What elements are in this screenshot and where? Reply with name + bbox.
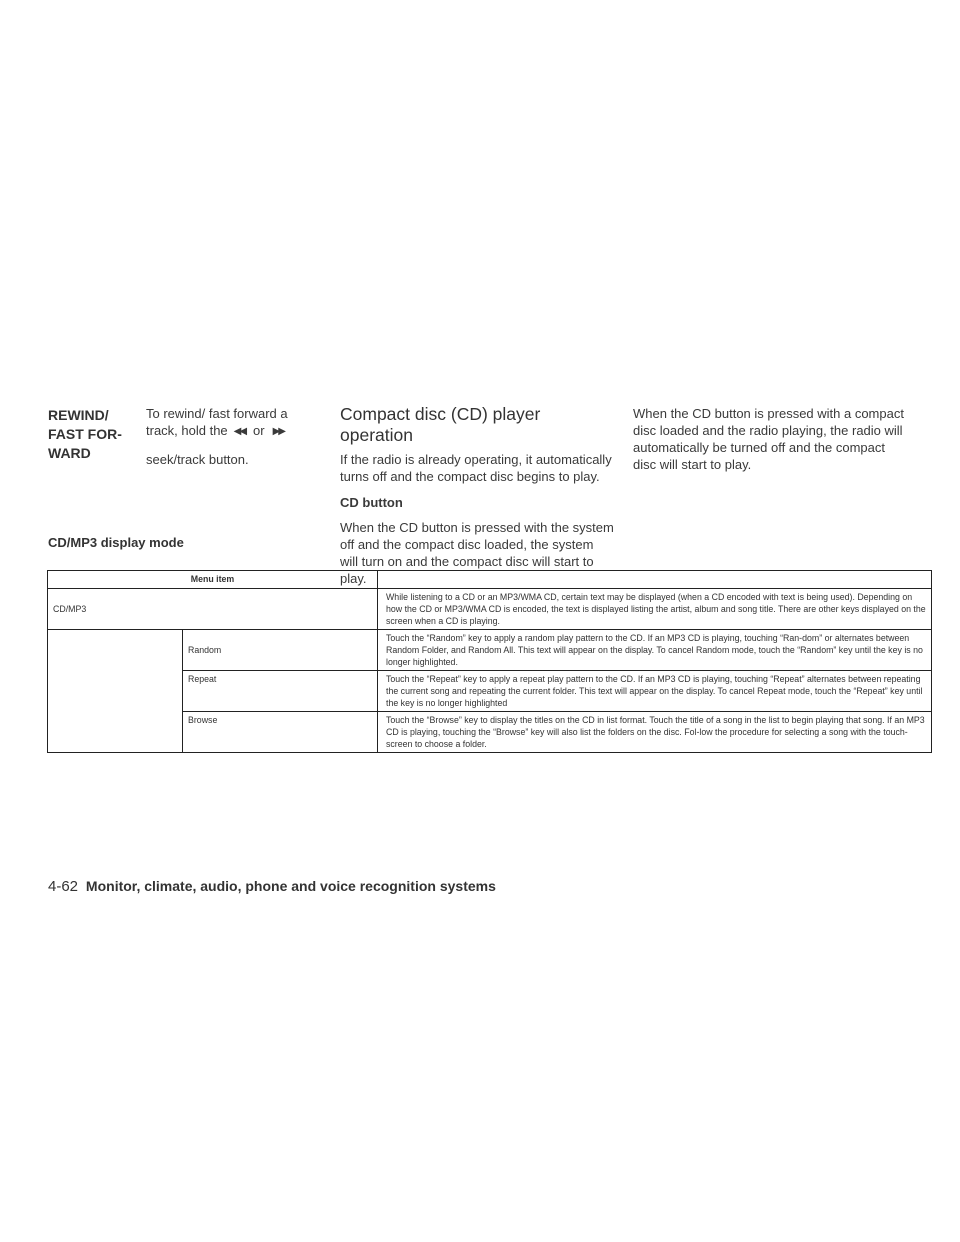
row-desc-random: Touch the “Random” key to apply a random play pattern to the CD. If an MP3 CD is playing, touching “Ran-dom” or alternates between Random Folder, and Random All. This text will appear on the display. To cancel Random mode, touch the “Random” key until the key is no longer highlighted. <box>378 630 932 671</box>
page-number: 4-62 <box>48 878 79 895</box>
row-sub-browse: Browse <box>183 712 378 753</box>
rewind-fast-forward-term <box>48 406 133 463</box>
cd-button-paragraph: When the CD button is pressed with the system off and the compact disc loaded, the system will turn on and the compact disc will start to play. <box>340 520 614 586</box>
row-sub-repeat: Repeat <box>183 671 378 712</box>
term-line-2: FAST FOR- <box>48 426 122 442</box>
header-blank <box>378 571 932 589</box>
row-desc-repeat: Touch the “Repeat” key to apply a repeat play pattern to the CD. If an MP3 CD is playing, touching “Repeat” alternates between repeating the current song and repeating the current folder. This text will appear on the display. To cancel Repeat mode, touch the “Repeat” key until the key is no longer highlighted <box>378 671 932 712</box>
fast-forward-icon: ▶▶ <box>272 426 284 437</box>
table-row <box>48 630 932 671</box>
table-header-row <box>48 571 932 589</box>
rewind-fast-forward-definition <box>146 405 316 468</box>
cd-mp3-display-table <box>47 570 932 753</box>
cd-intro-paragraph: If the radio is already operating, it automatically turns off and the compact disc begins to play. <box>340 452 612 484</box>
row-item-blank <box>48 630 183 753</box>
cd-section-heading: Compact disc (CD) player operation <box>340 404 541 445</box>
row-desc-cd-mp3: While listening to a CD or an MP3/WMA CD, certain text may be displayed (when a CD encoded with text is being used). Depending on how the CD or MP3/WMA CD is encoded, the text is displayed listing the artist, album and song title. There are other keys displayed on the screen when a CD is playing. <box>378 589 932 630</box>
page-footer <box>48 877 496 896</box>
row-item-cd-mp3: CD/MP3 <box>48 589 378 630</box>
table-section-title: CD/MP3 display mode <box>48 535 184 550</box>
rewind-icon: ◀◀ <box>233 426 246 437</box>
definition-text-after: seek/track button. <box>146 452 249 467</box>
cd-player-section <box>340 404 615 596</box>
header-menu-item: Menu item <box>48 571 378 589</box>
row-sub-random: Random <box>183 630 378 671</box>
definition-text-before: To rewind/ fast forward a track, hold the <box>146 406 288 438</box>
definition-line-1 <box>146 405 316 440</box>
row-desc-browse: Touch the “Browse” key to display the titles on the CD in list format. Touch the title of a song in the list to begin playing that song. If an MP3 CD is playing, touching the “Browse” key will also list the folders on the disc. Fol-low the procedure for selecting a song with the touch-screen to choose a folder. <box>378 712 932 753</box>
table-row <box>48 589 932 630</box>
cd-button-heading: CD button <box>340 495 403 510</box>
cd-radio-paragraph: When the CD button is pressed with a compact disc loaded and the radio playing, the radio will automatically be turned off and the compact disc will start to play. <box>633 406 904 472</box>
or-text: or <box>253 423 265 438</box>
chapter-title: Monitor, climate, audio, phone and voice recognition systems <box>85 878 496 894</box>
term-line-1: REWIND/ <box>48 407 109 423</box>
term-line-3: WARD <box>48 445 91 461</box>
